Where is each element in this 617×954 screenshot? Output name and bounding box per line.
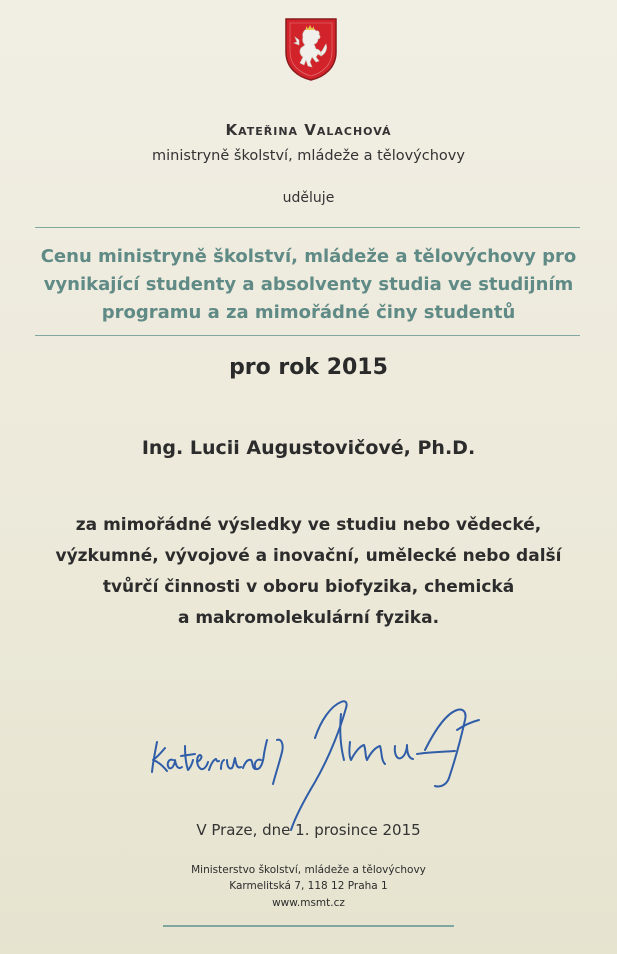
grants-text: uděluje (282, 190, 335, 206)
place-and-date: V Praze, dne 1. prosince 2015 (196, 821, 421, 839)
reason-line-3: tvůrčí činnosti v oboru biofyzika, chemická (102, 577, 515, 597)
footer-website: www.msmt.cz (272, 897, 345, 909)
reason-line-1: za mimořádné výsledky ve studiu nebo vědecké, (75, 515, 542, 535)
bottom-divider (35, 335, 580, 336)
footer-address: Karmelitská 7, 118 12 Praha 1 (229, 880, 388, 892)
handwritten-signature-icon (145, 690, 535, 840)
award-line-1: Cenu ministryně školství, mládeže a tělovýchovy pro (40, 246, 577, 267)
award-line-3: programu a za mimořádné činy studentů (101, 302, 516, 323)
reason-line-4: a makromolekulární fyzika. (177, 608, 440, 628)
czech-coat-of-arms-icon (283, 16, 339, 82)
award-name (20, 243, 597, 327)
recipient-name: Ing. Lucii Augustovičové, Ph.D. (141, 437, 476, 459)
award-year: pro rok 2015 (229, 355, 388, 380)
footer-divider (163, 925, 454, 927)
minister-name: Kateřina Valachová (225, 121, 392, 139)
reason-line-2: výzkumné, vývojové a inovační, umělecké nebo další (55, 546, 562, 566)
award-reason (10, 510, 607, 634)
award-line-2: vynikající studenty a absolventy studia ve studijním (43, 274, 574, 295)
footer-org: Ministerstvo školství, mládeže a tělovýchovy (191, 864, 426, 876)
minister-title: ministryně školství, mládeže a tělovýchovy (152, 148, 465, 164)
top-divider (35, 227, 580, 228)
